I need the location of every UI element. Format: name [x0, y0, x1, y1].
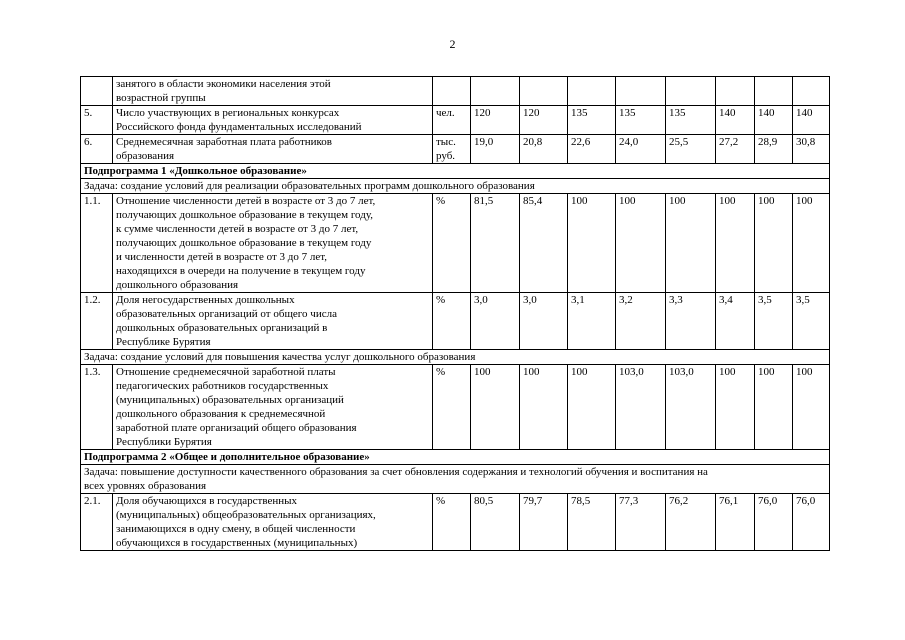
task-line: Задача: создание условий для реализации образовательных программ дошкольного образования — [84, 180, 535, 192]
value-cell: 103,0 — [666, 365, 716, 450]
table-row — [81, 194, 830, 293]
value-cell: 3,1 — [568, 293, 616, 350]
indicator-line: получающих дошкольное образование в текущем году, — [116, 209, 373, 221]
value-cell: 140 — [716, 106, 755, 135]
indicator-name — [113, 77, 433, 106]
value-cell: 3,4 — [716, 293, 755, 350]
unit-cell — [433, 194, 471, 293]
subprogram-row — [81, 450, 830, 465]
task-line: Задача: повышение доступности качественного образования за счет обновления содержания и технологий обучения и воспитания на — [84, 466, 708, 478]
unit-line: тыс. — [436, 136, 456, 148]
indicator-line: образования — [116, 150, 175, 162]
value-cell: 100 — [755, 365, 793, 450]
value-cell: 3,0 — [520, 293, 568, 350]
indicator-line: находящихся в очереди на получение в текущем году — [116, 265, 366, 277]
unit-line: % — [436, 366, 446, 378]
indicator-line: дошкольного образования — [116, 279, 239, 291]
value-cell — [616, 77, 666, 106]
task-text — [81, 465, 830, 494]
unit-line: % — [436, 294, 446, 306]
value-cell: 24,0 — [616, 135, 666, 164]
indicator-line: образовательных организаций от общего числа — [116, 308, 337, 320]
value-cell: 100 — [568, 194, 616, 293]
value-cell — [520, 77, 568, 106]
page-number: 2 — [449, 37, 456, 51]
subprogram-title: Подпрограмма 1 «Дошкольное образование» — [81, 164, 830, 179]
value-cell: 140 — [793, 106, 830, 135]
value-cell: 76,0 — [793, 494, 830, 551]
value-cell: 20,8 — [520, 135, 568, 164]
indicator-line: и численности детей в возрасте от 3 до 7 лет, — [116, 251, 327, 263]
task-text — [81, 350, 830, 365]
indicator-line: Доля обучающихся в государственных — [116, 495, 298, 507]
value-cell: 100 — [568, 365, 616, 450]
task-row — [81, 179, 830, 194]
value-cell: 3,2 — [616, 293, 666, 350]
indicator-line: занимающихся в одну смену, в общей численности — [116, 523, 356, 535]
value-cell: 100 — [716, 194, 755, 293]
unit-line: % — [436, 495, 446, 507]
indicator-line: Республики Бурятия — [116, 436, 212, 448]
row-number: 1.3. — [81, 365, 113, 450]
value-cell: 76,1 — [716, 494, 755, 551]
indicator-line: Отношение среднемесячной заработной платы — [116, 366, 336, 378]
indicator-line: Республике Бурятия — [116, 336, 211, 348]
value-cell: 27,2 — [716, 135, 755, 164]
indicator-line: возрастной группы — [116, 92, 206, 104]
value-cell: 100 — [666, 194, 716, 293]
indicator-name — [113, 194, 433, 293]
indicators-table — [80, 76, 830, 551]
table-row — [81, 494, 830, 551]
unit-cell — [433, 293, 471, 350]
unit-cell — [433, 365, 471, 450]
indicator-line: получающих дошкольное образование в текущем году — [116, 237, 372, 249]
task-row — [81, 465, 830, 494]
indicator-line: дошкольного образования к среднемесячной — [116, 408, 326, 420]
value-cell: 76,0 — [755, 494, 793, 551]
value-cell — [716, 77, 755, 106]
indicator-name — [113, 365, 433, 450]
value-cell: 81,5 — [471, 194, 520, 293]
table-row — [81, 135, 830, 164]
table-row — [81, 365, 830, 450]
value-cell — [568, 77, 616, 106]
value-cell: 25,5 — [666, 135, 716, 164]
indicator-name — [113, 293, 433, 350]
value-cell: 79,7 — [520, 494, 568, 551]
value-cell — [666, 77, 716, 106]
unit-line: руб. — [436, 150, 456, 162]
value-cell — [471, 77, 520, 106]
value-cell: 76,2 — [666, 494, 716, 551]
value-cell: 100 — [755, 194, 793, 293]
table-row — [81, 106, 830, 135]
value-cell: 77,3 — [616, 494, 666, 551]
row-number: 5. — [81, 106, 113, 135]
unit-cell — [433, 494, 471, 551]
unit-line: чел. — [436, 107, 455, 119]
indicator-line: (муниципальных) образовательных организаций — [116, 394, 344, 406]
unit-cell — [433, 135, 471, 164]
value-cell: 100 — [716, 365, 755, 450]
value-cell: 120 — [520, 106, 568, 135]
task-line: всех уровнях образования — [84, 480, 207, 492]
value-cell: 100 — [793, 194, 830, 293]
indicator-line: Российского фонда фундаментальных исследований — [116, 121, 362, 133]
value-cell: 28,9 — [755, 135, 793, 164]
indicator-name — [113, 135, 433, 164]
value-cell: 100 — [471, 365, 520, 450]
table-row — [81, 293, 830, 350]
indicator-line: Отношение численности детей в возрасте от 3 до 7 лет, — [116, 195, 376, 207]
value-cell: 103,0 — [616, 365, 666, 450]
indicator-line: (муниципальных) общеобразовательных организациях, — [116, 509, 376, 521]
row-number: 2.1. — [81, 494, 113, 551]
unit-cell — [433, 106, 471, 135]
value-cell: 100 — [520, 365, 568, 450]
task-text — [81, 179, 830, 194]
value-cell: 30,8 — [793, 135, 830, 164]
value-cell: 85,4 — [520, 194, 568, 293]
row-number — [81, 77, 113, 106]
value-cell: 3,0 — [471, 293, 520, 350]
indicator-line: обучающихся в государственных (муниципальных) — [116, 537, 358, 549]
unit-line: % — [436, 195, 446, 207]
value-cell: 135 — [616, 106, 666, 135]
indicator-line: занятого в области экономики населения этой — [116, 78, 331, 90]
table-body — [81, 77, 830, 551]
subprogram-row — [81, 164, 830, 179]
value-cell — [755, 77, 793, 106]
value-cell — [793, 77, 830, 106]
value-cell: 135 — [666, 106, 716, 135]
value-cell: 100 — [616, 194, 666, 293]
value-cell: 135 — [568, 106, 616, 135]
indicator-name — [113, 106, 433, 135]
value-cell: 3,5 — [793, 293, 830, 350]
row-number: 1.2. — [81, 293, 113, 350]
indicator-name — [113, 494, 433, 551]
value-cell: 140 — [755, 106, 793, 135]
row-number: 1.1. — [81, 194, 113, 293]
value-cell: 80,5 — [471, 494, 520, 551]
task-line: Задача: создание условий для повышения качества услуг дошкольного образования — [84, 351, 476, 363]
row-number: 6. — [81, 135, 113, 164]
subprogram-title: Подпрограмма 2 «Общее и дополнительное образование» — [81, 450, 830, 465]
indicator-line: педагогических работников государственных — [116, 380, 329, 392]
indicator-line: заработной плате организаций общего образования — [116, 422, 357, 434]
indicator-line: дошкольных образовательных организаций в — [116, 322, 328, 334]
value-cell: 22,6 — [568, 135, 616, 164]
task-row — [81, 350, 830, 365]
value-cell: 3,3 — [666, 293, 716, 350]
value-cell: 19,0 — [471, 135, 520, 164]
value-cell: 120 — [471, 106, 520, 135]
indicator-line: Доля негосударственных дошкольных — [116, 294, 295, 306]
value-cell: 78,5 — [568, 494, 616, 551]
table-row — [81, 77, 830, 106]
value-cell: 3,5 — [755, 293, 793, 350]
unit-cell — [433, 77, 471, 106]
indicator-line: Среднемесячная заработная плата работников — [116, 136, 332, 148]
indicator-line: к сумме численности детей в возрасте от 3 до 7 лет, — [116, 223, 359, 235]
indicator-line: Число участвующих в региональных конкурсах — [116, 107, 340, 119]
value-cell: 100 — [793, 365, 830, 450]
